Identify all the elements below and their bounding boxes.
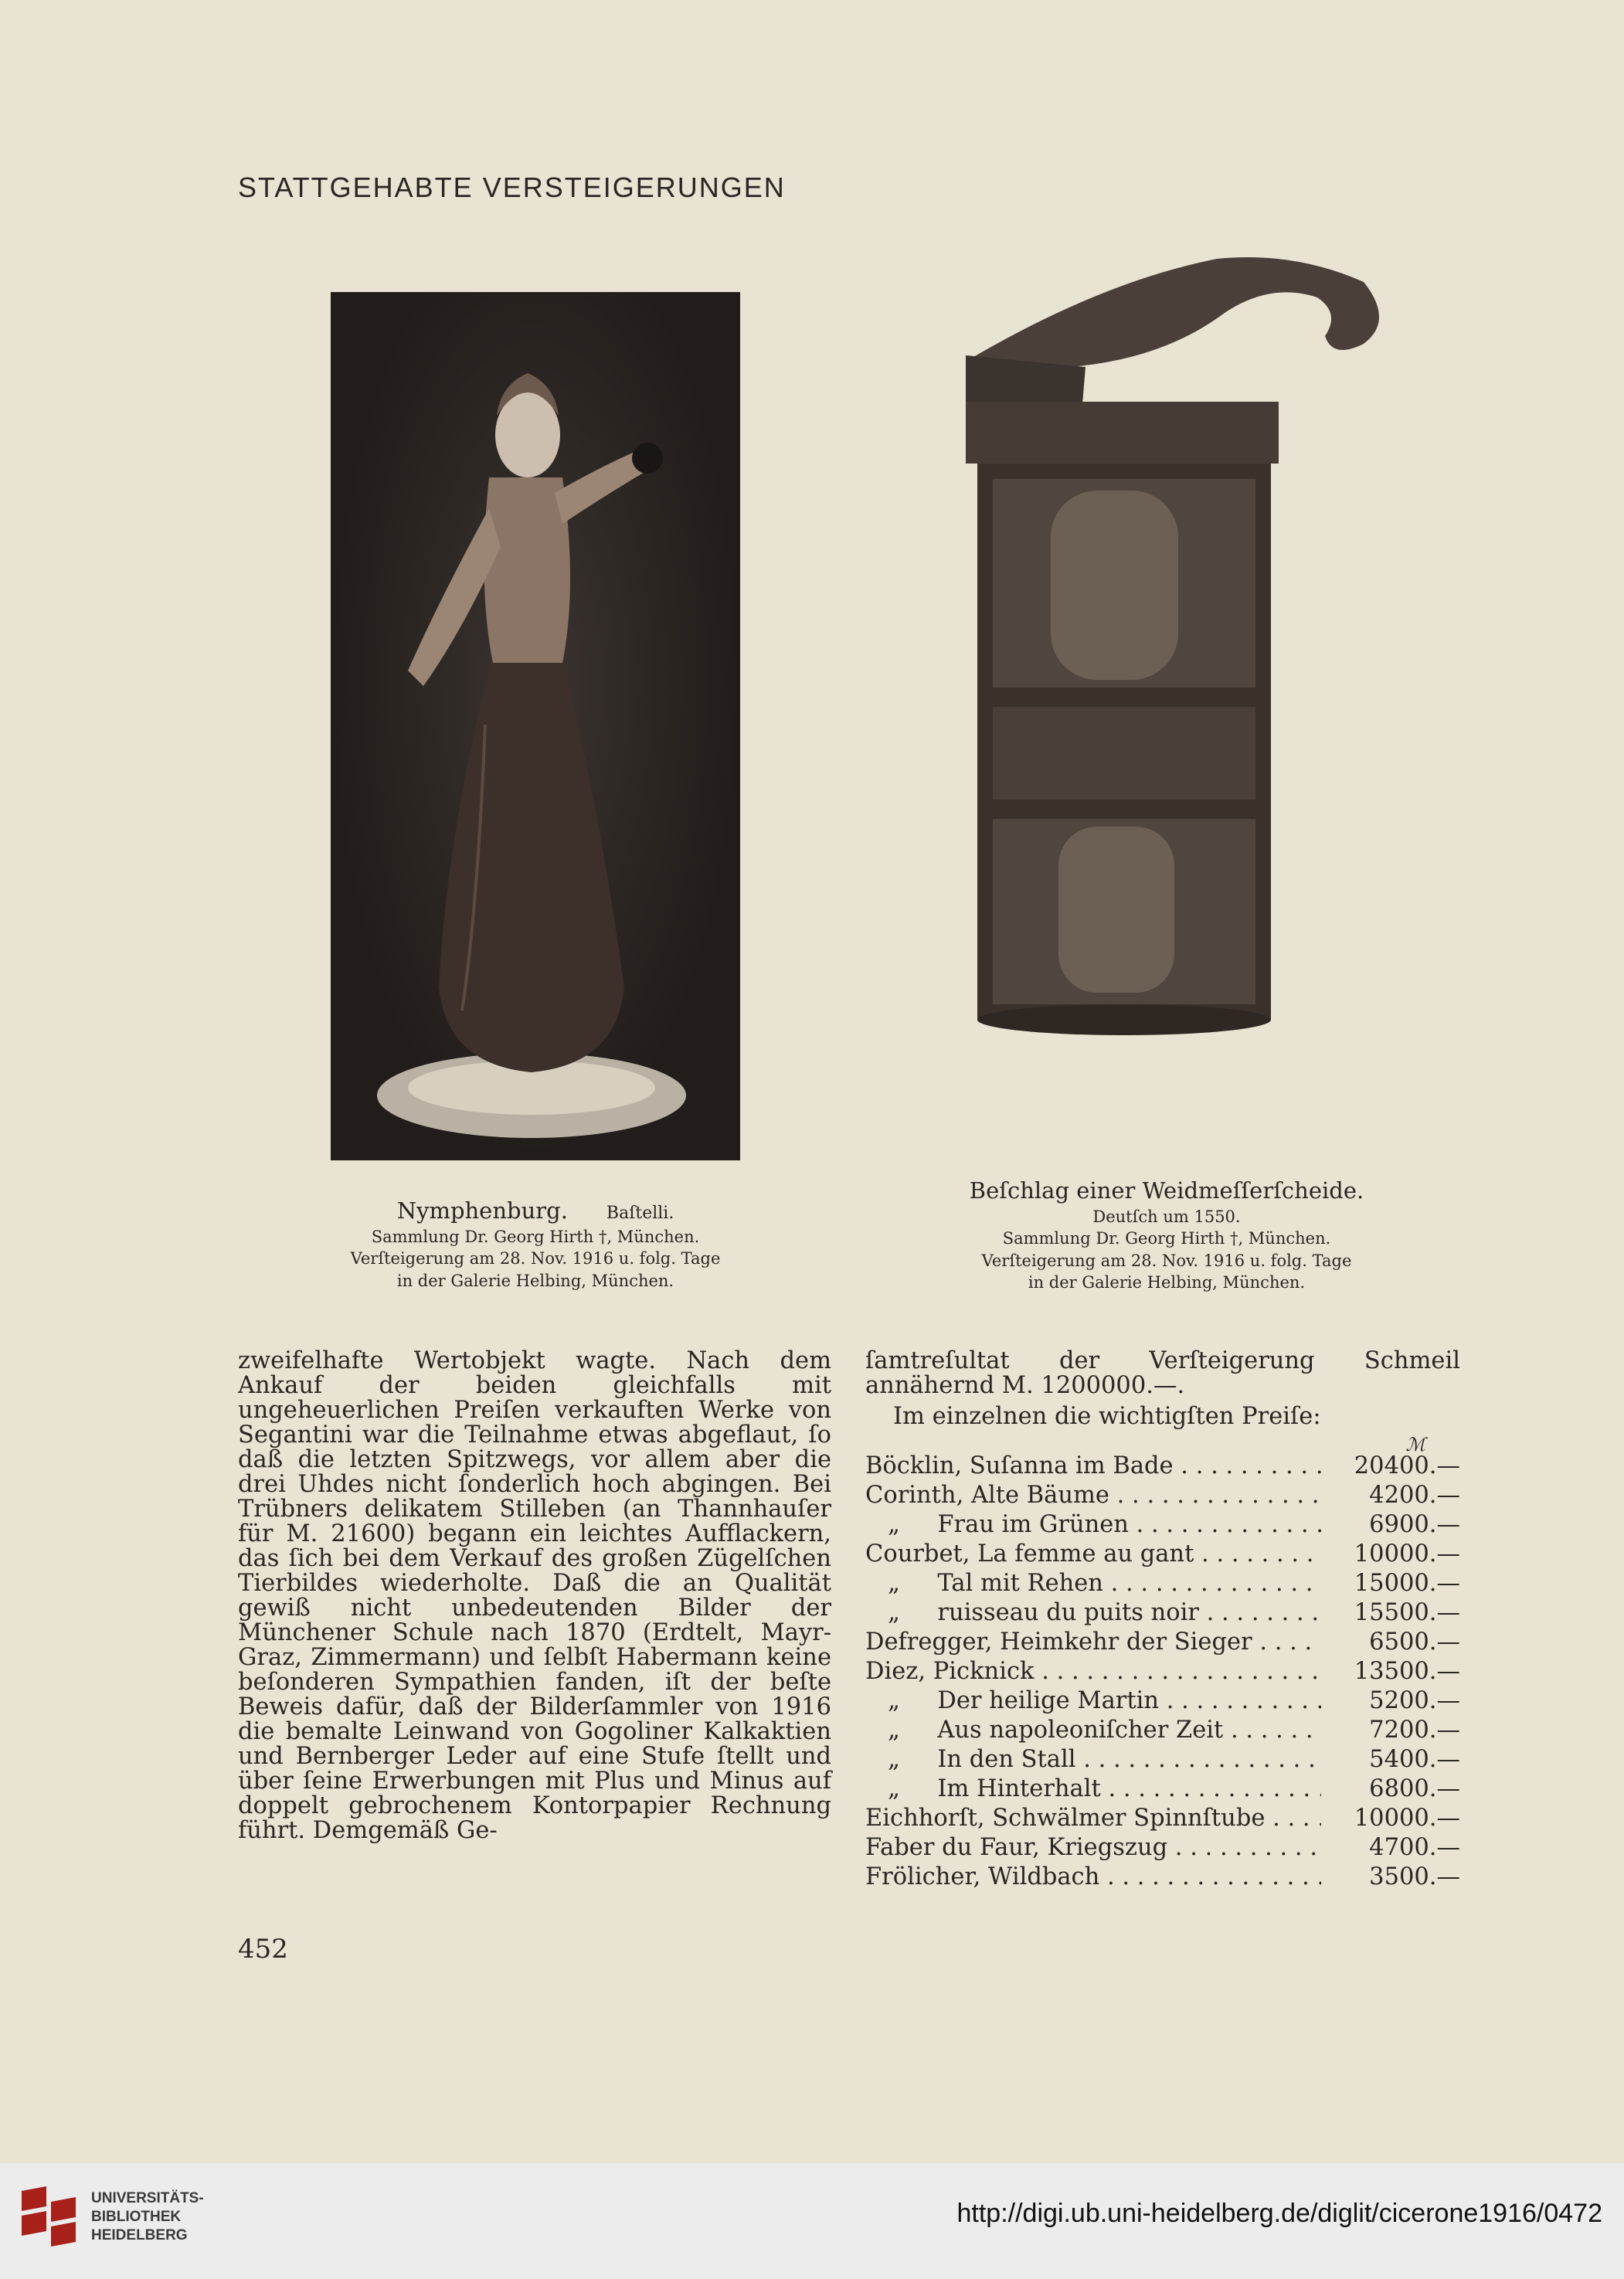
price-row bbox=[865, 1630, 1460, 1659]
left-column-text: zweifelhafte Wertobjekt wagte. Nach dem Ankauf der beiden gleichfalls mit ungeheuerlichen Preiſen verkauften Werke von Segantini war die Teilnahme etwas abgeflaut, ſo daß die letzten Spitzwegs, vor allem aber die drei Uhdes nicht ſonderlich hoch abgingen. Bei Trübners delikatem Stilleben (an Thannhauſer für M. 21600) begann ein leichtes Aufflackern, das ſich bei dem Verkauf des großen Zügelſchen Tierbildes wiederholte. Daß die an Qualität gewiß nicht unbedeutenden Bilder der Münchener Schule nach 1870 (Erdtelt, Mayr-Graz, Zimmermann) und ſelbſt Habermann keine beſonderen Sympathien fanden, iſt der beſte Beweis dafür, daß der Bilderſammler von 1916 die bemalte Leinwand von Gogoliner Kalkaktien und Bernberger Leder auf eine Stufe ſtellt und über ſeine Erwerbungen mit Plus und Minus auf doppelt gebrochenem Kontorpapier Rechnung führt. Demgemäß Ge- bbox=[238, 1347, 831, 1844]
currency-symbol: ℳ bbox=[1405, 1434, 1425, 1455]
right-column-intro: ſamtreſultat der Verſteigerung Schmeil annähernd M. 1200000.—. bbox=[865, 1347, 1460, 1399]
price-value: 6800.— bbox=[1369, 1775, 1460, 1802]
price-row bbox=[865, 1777, 1460, 1806]
price-row bbox=[865, 1483, 1460, 1513]
running-head: STATTGEHABTE VERSTEIGERUNGEN bbox=[238, 172, 786, 203]
price-label: Courbet, La femme au gant . . . bbox=[865, 1542, 1321, 1567]
price-label: „ ruisseau du puits noir . . . bbox=[865, 1601, 1321, 1625]
price-row bbox=[865, 1865, 1460, 1894]
library-name-line: UNIVERSITÄTS- bbox=[91, 2190, 204, 2206]
price-row bbox=[865, 1659, 1460, 1689]
right-caption-line: Sammlung Dr. Georg Hirth †, München. bbox=[1002, 1229, 1331, 1248]
price-row bbox=[865, 1747, 1460, 1777]
left-caption bbox=[331, 1196, 740, 1292]
price-label: Faber du Faur, Kriegszug . . . bbox=[865, 1836, 1321, 1860]
price-label: „ Tal mit Rehen . . . bbox=[865, 1571, 1321, 1596]
price-label: Defregger, Heimkehr der Sieger . . . bbox=[865, 1630, 1321, 1655]
price-value: 20400.— bbox=[1354, 1452, 1460, 1479]
figurine-photograph bbox=[331, 292, 740, 1160]
price-label: „ Der heilige Martin . . . bbox=[865, 1689, 1321, 1713]
right-caption-line: Verſteigerung am 28. Nov. 1916 u. folg. Tage bbox=[981, 1251, 1352, 1270]
price-value: 10000.— bbox=[1354, 1805, 1460, 1832]
left-caption-line: Verſteigerung am 28. Nov. 1916 u. folg. Tage bbox=[350, 1249, 721, 1269]
price-row bbox=[865, 1718, 1460, 1747]
left-caption-line: Sammlung Dr. Georg Hirth †, München. bbox=[371, 1228, 700, 1247]
library-name-line: HEIDELBERG bbox=[91, 2227, 188, 2243]
price-value: 5200.— bbox=[1369, 1687, 1460, 1714]
price-label: Eichhorſt, Schwälmer Spinnſtube . . . bbox=[865, 1806, 1321, 1831]
price-value: 4200.— bbox=[1369, 1482, 1460, 1509]
price-row bbox=[865, 1836, 1460, 1865]
right-caption-title: Beſchlag einer Weidmeſſerſcheide. bbox=[969, 1177, 1364, 1204]
price-value: 7200.— bbox=[1369, 1717, 1460, 1744]
left-caption-line: in der Galerie Helbing, München. bbox=[396, 1271, 674, 1290]
price-row bbox=[865, 1689, 1460, 1718]
price-row bbox=[865, 1542, 1460, 1571]
price-value: 13500.— bbox=[1354, 1658, 1460, 1685]
right-caption-line: in der Galerie Helbing, München. bbox=[1028, 1273, 1306, 1292]
price-label: Böcklin, Suſanna im Bade . . . bbox=[865, 1454, 1321, 1479]
price-row bbox=[865, 1513, 1460, 1542]
right-column bbox=[865, 1349, 1460, 1894]
university-library-logo-icon bbox=[15, 2183, 82, 2257]
price-label: Corinth, Alte Bäume . . . bbox=[865, 1483, 1321, 1508]
right-caption bbox=[927, 1176, 1406, 1294]
price-value: 3500.— bbox=[1369, 1863, 1460, 1890]
price-value: 4700.— bbox=[1369, 1834, 1460, 1861]
price-label: „ In den Stall . . . bbox=[865, 1747, 1321, 1772]
price-row bbox=[865, 1806, 1460, 1836]
source-url-link[interactable]: http://digi.ub.uni-heidelberg.de/diglit/cicerone1916/0472 bbox=[956, 2199, 1602, 2228]
right-caption-line: Deutſch um 1550. bbox=[1092, 1207, 1241, 1227]
price-label: „ Aus napoleoniſcher Zeit . . . bbox=[865, 1718, 1321, 1743]
sheath-fitting-photograph bbox=[931, 251, 1387, 1163]
price-value: 6500.— bbox=[1369, 1629, 1460, 1656]
page-number: 452 bbox=[238, 1934, 288, 1965]
price-value: 15000.— bbox=[1354, 1570, 1460, 1597]
library-name-line: BIBLIOTHEK bbox=[91, 2209, 182, 2225]
price-label: Frölicher, Wildbach . . . bbox=[865, 1865, 1321, 1890]
price-value: 15500.— bbox=[1354, 1599, 1460, 1626]
price-label: Diez, Picknick . . . bbox=[865, 1659, 1321, 1684]
price-value: 5400.— bbox=[1369, 1746, 1460, 1773]
price-row bbox=[865, 1601, 1460, 1630]
price-value: 10000.— bbox=[1354, 1540, 1460, 1567]
price-list-heading: Im einzelnen die wichtigſten Preiſe: bbox=[893, 1403, 1321, 1430]
price-row bbox=[865, 1571, 1460, 1601]
left-caption-artist: Baſtelli. bbox=[606, 1204, 674, 1223]
left-column bbox=[238, 1349, 831, 1843]
library-name bbox=[91, 2189, 204, 2245]
price-value: 6900.— bbox=[1369, 1511, 1460, 1538]
left-caption-title: Nymphenburg. bbox=[396, 1197, 568, 1224]
price-list bbox=[865, 1454, 1460, 1894]
price-row bbox=[865, 1454, 1460, 1483]
price-label: „ Im Hinterhalt . . . bbox=[865, 1777, 1321, 1802]
price-label: „ Frau im Grünen . . . bbox=[865, 1513, 1321, 1537]
